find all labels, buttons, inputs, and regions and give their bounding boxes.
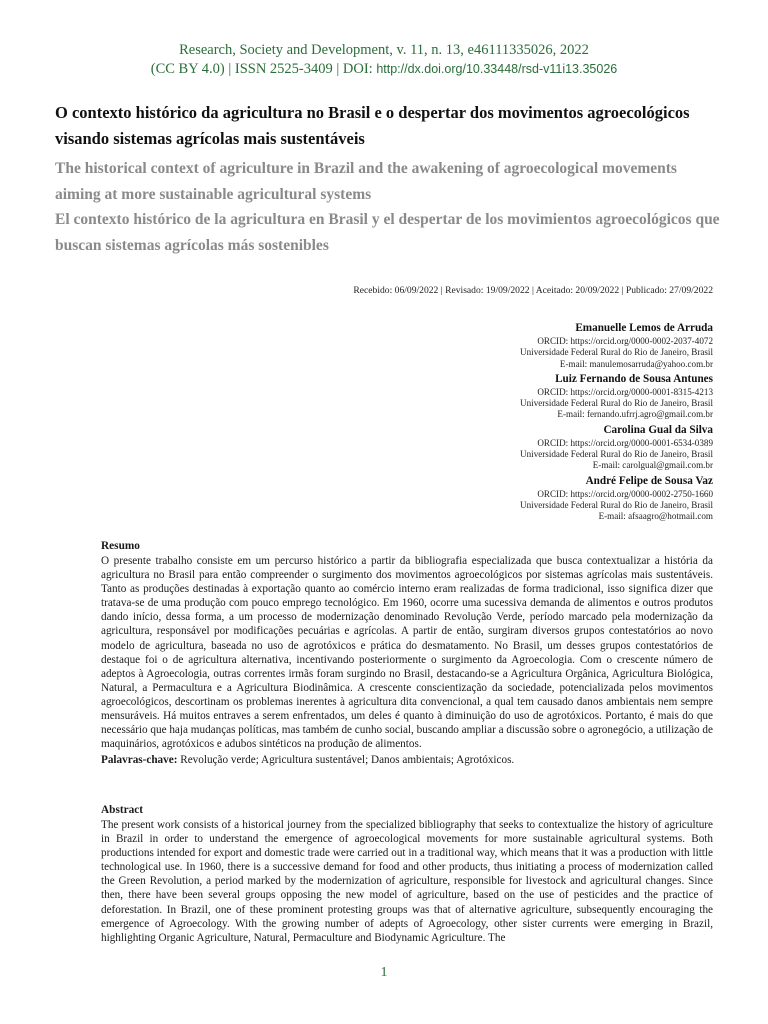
author-orcid[interactable]: ORCID: https://orcid.org/0000-0002-2750-1660 xyxy=(537,488,713,499)
page-number: 1 xyxy=(380,965,388,980)
author-entry xyxy=(193,474,713,523)
author-orcid[interactable]: ORCID: https://orcid.org/0000-0002-2037-4072 xyxy=(537,336,713,346)
keywords-label: Palavras-chave: xyxy=(101,754,178,767)
author-name: Carolina Gual da Silva xyxy=(603,423,713,436)
author-list xyxy=(193,321,713,525)
license-issn: (CC BY 4.0) | ISSN 2525-3409 | DOI: xyxy=(150,61,377,77)
license-issn-doi xyxy=(0,60,768,79)
doi-link[interactable]: http://dx.doi.org/10.33448/rsd-v11i13.35026 xyxy=(376,62,618,76)
author-affiliation: Universidade Federal Rural do Rio de Janeiro, Brasil xyxy=(520,398,713,409)
author-name: André Felipe de Sousa Vaz xyxy=(585,474,713,487)
author-name: Emanuelle Lemos de Arruda xyxy=(575,322,713,334)
author-name: Luiz Fernando de Sousa Antunes xyxy=(555,372,713,385)
author-affiliation: Universidade Federal Rural do Rio de Janeiro, Brasil xyxy=(520,499,713,510)
author-affiliation: Universidade Federal Rural do Rio de Janeiro, Brasil xyxy=(520,347,713,358)
title-english: The historical context of agriculture in Brazil and the awakening of agroecological movements aiming at more sustainable agricultural systems xyxy=(55,160,677,203)
author-orcid[interactable]: ORCID: https://orcid.org/0000-0001-6534-0389 xyxy=(537,437,713,448)
author-entry xyxy=(193,372,713,421)
author-entry xyxy=(193,423,713,472)
author-email[interactable]: E-mail: afsaagro@hotmail.com xyxy=(598,511,713,522)
title-portuguese: O contexto histórico da agricultura no Brasil e o despertar dos movimentos agroecológicos visando sistemas agrícolas mais sustentáveis xyxy=(55,103,690,148)
journal-citation: Research, Society and Development, v. 11, n. 13, e46111335026, 2022 xyxy=(179,42,589,58)
abstract-section xyxy=(101,803,713,945)
resumo-section xyxy=(101,539,713,767)
submission-dates: Recebido: 06/09/2022 | Revisado: 19/09/2022 | Aceitado: 20/09/2022 | Publicado: 27/09/2022 xyxy=(353,285,713,296)
resumo-heading: Resumo xyxy=(101,540,140,552)
author-email[interactable]: E-mail: carolgual@gmail.com.br xyxy=(592,460,713,471)
keywords-line xyxy=(101,753,713,767)
journal-header xyxy=(0,41,768,79)
title-block xyxy=(55,100,725,258)
author-email[interactable]: E-mail: manulemosarruda@yahoo.com.br xyxy=(559,358,713,369)
title-spanish: El contexto histórico de la agricultura en Brasil y el despertar de los movimientos agroecológicos que buscan sistemas agrícolas más sostenibles xyxy=(55,211,720,254)
abstract-heading: Abstract xyxy=(101,804,144,816)
author-orcid[interactable]: ORCID: https://orcid.org/0000-0001-8315-4213 xyxy=(537,386,713,397)
author-affiliation: Universidade Federal Rural do Rio de Janeiro, Brasil xyxy=(520,449,713,460)
author-email[interactable]: E-mail: fernando.ufrrj.agro@gmail.com.br xyxy=(557,409,713,420)
resumo-body: O presente trabalho consiste em um percurso histórico a partir da bibliografia especializada que busca contextualizar a história da agricultura no Brasil para então compreender o surgimento dos movimentos agroecológicos por sistemas agrícolas mais sustentáveis. Tanto as produções destinadas à exportação quanto ao comércio interno eram realizadas de forma tradicional, isso significa dizer que tratava-se de uma produção com pouco emprego tecnológico. Em 1960, ocorre uma sucessiva demanda de alimentos e outros produtos dando início, dessa forma, a um processo de modernização denominado Revolução Verde, período marcado pela modernização da agricultura, responsável por modificações pecuárias e agrícolas. A partir de então, surgiram diversos grupos contestatórios ao novo modelo de agricultura, baseada no uso de agrotóxicos e prática do desmatamento. No Brasil, um desses grupos contestatórios de destaque foi o de agricultura alternativa, incentivando posteriormente o surgimento da Agroecologia. Com o crescente número de adeptos à Agroecologia, outras correntes irmãs foram surgindo no Brasil, destacando-se a Agricultura Orgânica, Agricultura Biológica, Natural, a Permacultura e a Agricultura Biodinâmica. A crescente conscientização da sociedade, potencializada pelos movimentos agroecológicos, descortinam os problemas inerentes à agricultura dita convencional, a qual tem causado danos ambientais nem sempre mensuráveis. Há muitos entraves a serem enfrentados, um deles é quanto à diminuição do uso de agrotóxicos. Portanto, é mais do que necessário que haja mudanças políticas, mas também de cunho social, buscando ampliar a discussão sobre o agronegócio, a utilização de maquinários, agrotóxicos e adubos sintéticos na produção de alimentos. xyxy=(101,555,713,751)
author-entry xyxy=(193,321,713,370)
abstract-body: The present work consists of a historical journey from the specialized bibliography that seeks to contextualize the history of agriculture in Brazil in order to understand the emergence of agroecological movements for more sustainable agricultural systems. Both productions intended for export and domestic trade were carried out in a traditional way, which means that it was a production with little technological use. In 1960, there is a successive demand for food and other products, thus initiating a process of modernization called the Green Revolution, a period marked by the modernization of agriculture, responsible for livestock and agricultural changes. Since then, there have been several groups opposing the new model of agriculture, based on the use of pesticides and the practice of deforestation. In Brazil, one of these prominent protesting groups was that of alternative agriculture, subsequently encouraging the emergence of Agroecology. With the growing number of adepts of Agroecology, other sister currents were emerging in Brazil, highlighting Organic Agriculture, Natural, Permaculture and Biodynamic Agriculture. The xyxy=(101,819,713,944)
keywords-text: Revolução verde; Agricultura sustentável; Danos ambientais; Agrotóxicos. xyxy=(177,754,515,767)
